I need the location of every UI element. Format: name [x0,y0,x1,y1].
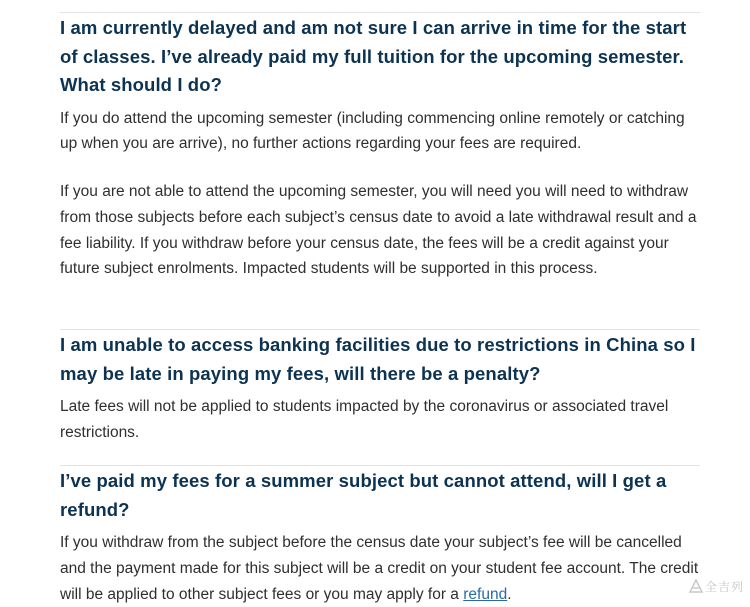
faq-answer: Late fees will not be applied to students impacted by the coronavirus or associated travel restrictions. [60,398,669,441]
divider [60,329,700,330]
faq-answer-suffix: . [507,585,512,603]
divider-top [60,12,700,13]
faq-question: I am currently delayed and am not sure I can arrive in time for the start of classes. I’ve already paid my full tuition for the upcoming semester. What should I do? [60,17,687,95]
faq-item-summer-refund [60,467,700,607]
faq-answer [60,530,700,607]
faq-item-banking-restrictions [60,331,700,446]
divider [60,465,700,466]
faq-question: I’ve paid my fees for a summer subject but cannot attend, will I get a refund? [60,470,667,520]
faq-question: I am unable to access banking facilities due to restrictions in China so I may be late in paying my fees, will there be a penalty? [60,334,696,384]
faq-answer-text: If you withdraw from the subject before the census date your subject’s fee will be cancelled and the payment made for this subject will be a credit on your student fee account. The credit will be applied to other subject fees or you may apply for a [60,534,699,603]
faq-answer: If you are not able to attend the upcoming semester, you will need you will need to withdraw from those subjects before each subject’s census date to avoid a late withdrawal result and a fee liability. If you withdraw before your census date, the fees will be a credit against your future subject enrolments. Impacted students will be supported in this process. [60,183,697,278]
faq-answer: If you do attend the upcoming semester (including commencing online remotely or catching up when you are arrive), no further actions regarding your fees are required. [60,109,685,153]
faq-item-delayed-arrival [60,14,700,282]
refund-link[interactable]: refund [463,585,508,603]
watermark-logo-icon [687,577,705,595]
watermark-text: 全吉列 [704,579,744,594]
watermark [687,577,744,595]
